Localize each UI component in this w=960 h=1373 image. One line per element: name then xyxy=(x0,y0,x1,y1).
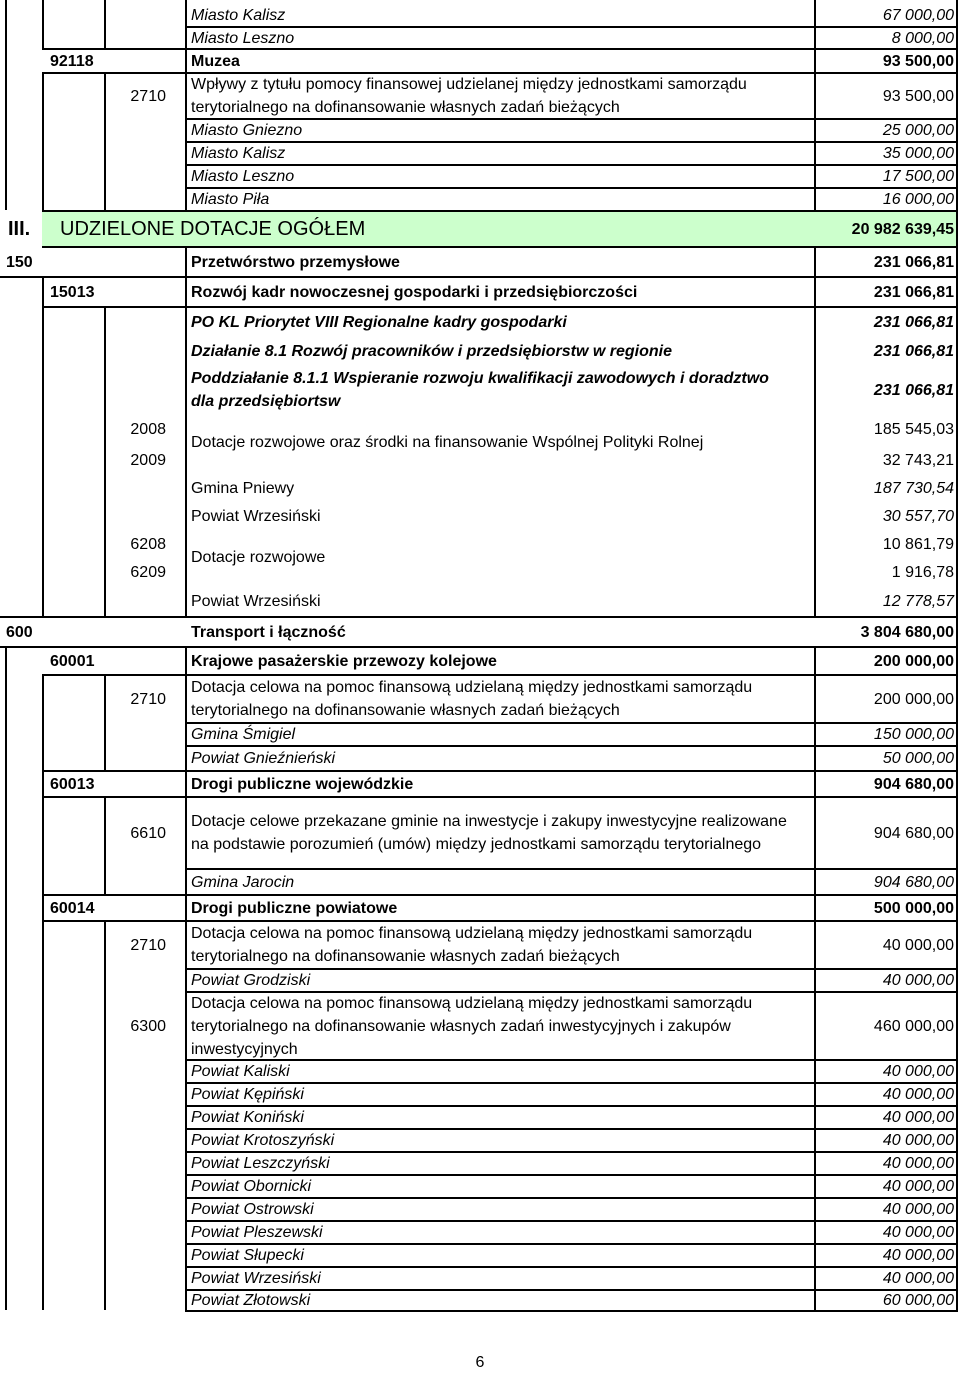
row-amount: 12 778,57 xyxy=(882,592,954,610)
row-description: Wpływy z tytułu pomocy finansowej udzielanej między jednostkami samorządu terytorialnego na dofinansowanie własnych zadań bieżących xyxy=(191,76,747,116)
row-description: Przetwórstwo przemysłowe xyxy=(191,253,400,271)
table-row xyxy=(0,119,960,142)
summary-row xyxy=(0,211,960,247)
table-row xyxy=(0,675,960,723)
row-amount: 500 000,00 xyxy=(873,899,954,917)
row-description: Powiat Krotoszyński xyxy=(191,1132,335,1149)
row-amount: 40 000,00 xyxy=(882,1063,954,1080)
row-amount: 231 066,81 xyxy=(873,283,954,301)
row-description: Dotacje rozwojowe xyxy=(191,548,326,566)
row-amount: 1 916,78 xyxy=(891,563,954,581)
row-amount: 25 000,00 xyxy=(882,122,954,139)
row-amount: 40 000,00 xyxy=(882,1201,954,1218)
row-amount: 185 545,03 xyxy=(873,420,954,438)
table-row xyxy=(0,558,960,586)
row-amount: 30 557,70 xyxy=(882,507,954,525)
table-row xyxy=(0,746,960,771)
row-code: 60001 xyxy=(50,652,95,670)
row-amount: 904 680,00 xyxy=(873,824,954,842)
row-description: Powiat Słupecki xyxy=(191,1247,304,1264)
row-description: Dotacje celowe przekazane gminie na inwestycje i zakupy inwestycyjne realizowane na podstawie porozumień (umów) między jednostkami samorządu terytorialnego xyxy=(191,813,787,853)
row-code: 60013 xyxy=(50,775,95,793)
row-amount: 32 743,21 xyxy=(882,451,954,469)
table-row xyxy=(0,617,960,647)
row-description: Powiat Kaliski xyxy=(191,1063,290,1080)
row-description: Miasto Piła xyxy=(191,191,270,208)
row-amount: 200 000,00 xyxy=(873,652,954,670)
row-description: Powiat Ostrowski xyxy=(191,1201,314,1218)
table-row xyxy=(0,587,960,615)
row-description: Gmina Pniewy xyxy=(191,479,295,497)
row-code: 60014 xyxy=(50,899,95,917)
section-title: UDZIELONE DOTACJE OGÓŁEM xyxy=(60,217,366,240)
row-amount: 50 000,00 xyxy=(882,750,954,767)
row-amount: 460 000,00 xyxy=(873,1017,954,1035)
row-description: Powiat Gnieźnieński xyxy=(191,750,336,767)
row-description: Działanie 8.1 Rozwój pracowników i przedsiębiorstw w regionie xyxy=(191,342,672,360)
row-description: Powiat Złotowski xyxy=(191,1292,311,1309)
row-description: Powiat Leszczyński xyxy=(191,1155,330,1172)
row-description: Poddziałanie 8.1.1 Wspieranie rozwoju kwalifikacji zawodowych i doradztwo dla przedsiębiortsw xyxy=(191,370,769,410)
row-amount: 67 000,00 xyxy=(882,7,954,24)
row-amount: 231 066,81 xyxy=(873,342,954,360)
row-description: PO KL Priorytet VIII Regionalne kadry gospodarki xyxy=(191,313,567,331)
row-code: 2710 xyxy=(130,690,166,708)
row-amount: 35 000,00 xyxy=(882,145,954,162)
table-row xyxy=(0,723,960,746)
row-description: Powiat Wrzesiński xyxy=(191,507,321,525)
table-row xyxy=(0,73,960,119)
row-description: Powiat Wrzesiński xyxy=(191,1270,321,1287)
row-description: Dotacja celowa na pomoc finansową udzielaną między jednostkami samorządu terytorialnego na dofinansowanie własnych zadań inwestycyjnych i zakupów inwestycyjnych xyxy=(191,994,753,1058)
row-code: 92118 xyxy=(50,52,94,70)
row-amount: 40 000,00 xyxy=(882,1109,954,1126)
row-description: Transport i łączność xyxy=(191,623,346,641)
row-description: Powiat Kępiński xyxy=(191,1086,304,1103)
row-amount: 40 000,00 xyxy=(882,1247,954,1264)
table-row xyxy=(0,992,960,1060)
row-description: Powiat Wrzesiński xyxy=(191,592,321,610)
row-description: Muzea xyxy=(191,52,240,70)
row-amount: 40 000,00 xyxy=(882,1224,954,1241)
table-row xyxy=(0,921,960,969)
row-amount: 8 000,00 xyxy=(891,29,954,47)
row-description: Gmina Jarocin xyxy=(191,873,295,891)
section-number: III. xyxy=(8,217,31,240)
table-row xyxy=(0,1267,960,1290)
row-amount: 17 500,00 xyxy=(882,168,954,185)
row-amount: 40 000,00 xyxy=(882,1086,954,1103)
row-description: Rozwój kadr nowoczesnej gospodarki i przedsiębiorczości xyxy=(191,283,638,301)
row-amount: 93 500,00 xyxy=(882,52,954,70)
table-row xyxy=(0,869,960,895)
table-row xyxy=(0,277,960,307)
row-description: Krajowe pasażerskie przewozy kolejowe xyxy=(191,652,497,670)
table-row xyxy=(0,365,960,415)
row-code: 6300 xyxy=(130,1017,166,1035)
row-amount: 231 066,81 xyxy=(873,253,954,271)
row-description: Drogi publiczne wojewódzkie xyxy=(191,775,414,793)
table-row xyxy=(0,4,960,27)
section-total: 20 982 639,45 xyxy=(851,220,954,238)
row-code: 2710 xyxy=(130,87,166,105)
table-row xyxy=(0,27,960,49)
table-row xyxy=(0,1129,960,1152)
table-row xyxy=(0,1198,960,1221)
row-amount: 150 000,00 xyxy=(873,726,954,743)
table-row xyxy=(0,969,960,992)
row-amount: 40 000,00 xyxy=(882,972,954,989)
row-amount: 40 000,00 xyxy=(882,1270,954,1287)
row-description: Dotacja celowa na pomoc finansową udzielaną między jednostkami samorządu terytorialnego na dofinansowanie własnych zadań bieżących xyxy=(191,925,753,965)
row-code: 2008 xyxy=(130,420,166,438)
row-code: 600 xyxy=(6,623,33,641)
row-amount: 3 804 680,00 xyxy=(860,623,954,641)
row-code: 6610 xyxy=(130,824,166,842)
row-description: Powiat Obornicki xyxy=(191,1178,312,1195)
table-row xyxy=(0,1152,960,1175)
row-description: Drogi publiczne powiatowe xyxy=(191,899,398,917)
page-number: 6 xyxy=(475,1354,485,1371)
row-description: Gmina Śmigiel xyxy=(191,726,296,743)
row-amount: 16 000,00 xyxy=(882,191,954,208)
table-row xyxy=(0,446,960,474)
row-description: Miasto Kalisz xyxy=(191,7,286,24)
row-description: Powiat Grodziski xyxy=(191,972,311,989)
row-description: Dotacja celowa na pomoc finansową udzielaną między jednostkami samorządu terytorialnego na dofinansowanie własnych zadań bieżących xyxy=(191,679,753,719)
row-amount: 904 680,00 xyxy=(873,873,954,891)
table-row xyxy=(0,1244,960,1267)
table-row xyxy=(0,1083,960,1106)
row-code: 6208 xyxy=(130,535,166,553)
row-amount: 231 066,81 xyxy=(873,313,954,331)
row-description: Powiat Pleszewski xyxy=(191,1224,323,1241)
row-amount: 231 066,81 xyxy=(873,381,954,399)
table-row xyxy=(0,502,960,530)
row-amount: 10 861,79 xyxy=(882,535,954,553)
row-code: 2710 xyxy=(130,936,166,954)
row-description: Miasto Leszno xyxy=(191,168,295,185)
table-row xyxy=(0,307,960,337)
table-row xyxy=(0,1290,960,1311)
row-description: Miasto Gniezno xyxy=(191,122,303,139)
table-row xyxy=(0,188,960,211)
table-row xyxy=(0,165,960,188)
row-description: Dotacje rozwojowe oraz środki na finansowanie Wspólnej Polityki Rolnej xyxy=(191,433,704,451)
row-code: 150 xyxy=(6,253,33,271)
table-row xyxy=(0,1106,960,1129)
row-amount: 40 000,00 xyxy=(882,936,954,954)
row-description: Miasto Leszno xyxy=(191,29,295,47)
row-amount: 187 730,54 xyxy=(873,479,954,497)
table-row xyxy=(0,1060,960,1083)
table-row xyxy=(0,142,960,165)
table-row xyxy=(0,474,960,502)
row-amount: 904 680,00 xyxy=(873,775,954,793)
table-row xyxy=(0,1175,960,1198)
row-code: 6209 xyxy=(130,563,166,581)
table-row xyxy=(0,771,960,797)
table-row xyxy=(0,647,960,675)
row-amount: 40 000,00 xyxy=(882,1132,954,1149)
row-code: 2009 xyxy=(130,451,166,469)
table-row xyxy=(0,1221,960,1244)
table-row xyxy=(0,797,960,869)
row-code: 15013 xyxy=(50,283,95,301)
table-row xyxy=(0,247,960,277)
table-row xyxy=(0,49,960,73)
table-row xyxy=(0,337,960,365)
row-amount: 60 000,00 xyxy=(882,1292,954,1309)
row-description: Powiat Koniński xyxy=(191,1109,304,1126)
row-amount: 93 500,00 xyxy=(882,87,954,105)
row-description: Miasto Kalisz xyxy=(191,145,286,162)
row-amount: 40 000,00 xyxy=(882,1155,954,1172)
row-amount: 40 000,00 xyxy=(882,1178,954,1195)
table-row xyxy=(0,895,960,921)
row-amount: 200 000,00 xyxy=(873,690,954,708)
